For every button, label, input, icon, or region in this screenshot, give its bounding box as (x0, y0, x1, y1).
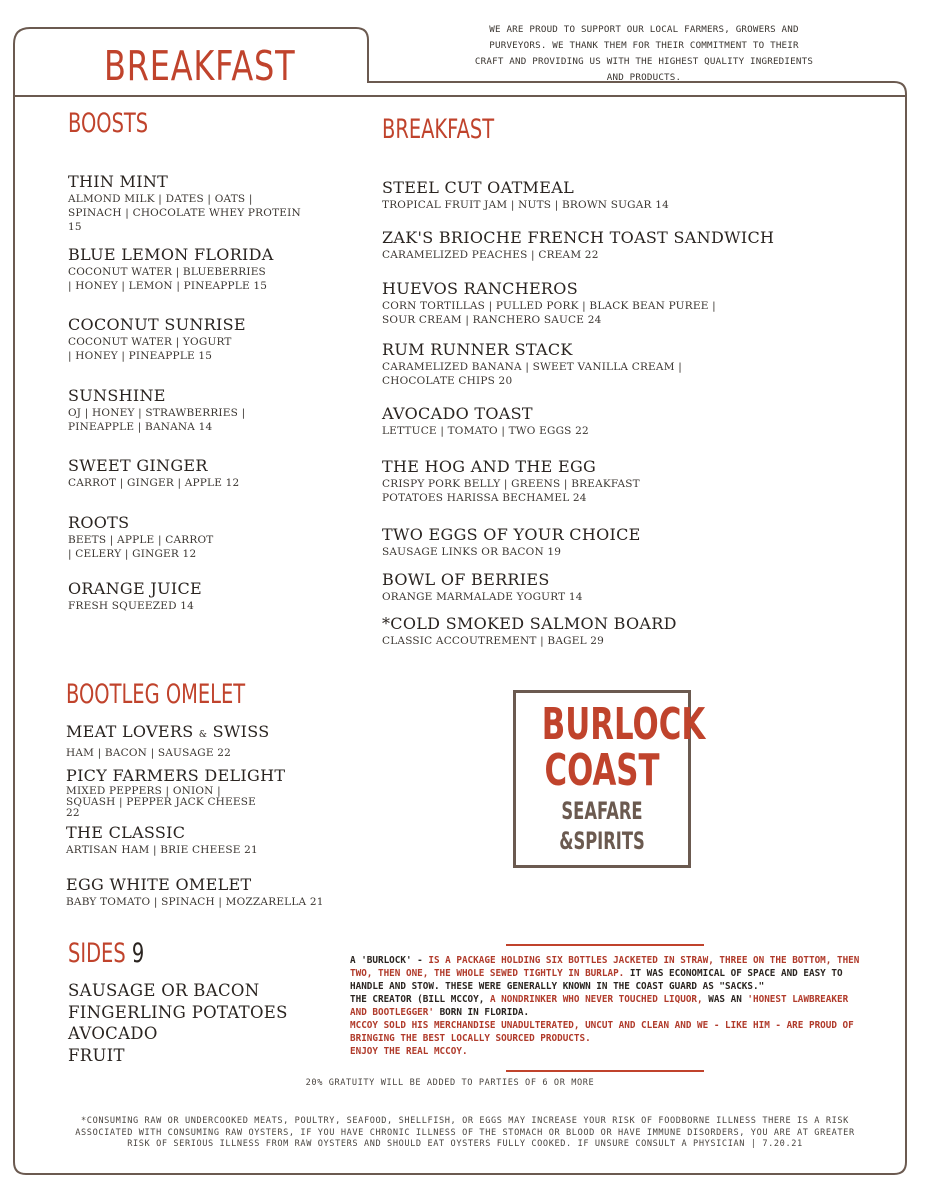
page-title: BREAKFAST (104, 42, 296, 90)
item-name: BOWL OF BERRIES (382, 570, 550, 589)
item-name: ORANGE JUICE (68, 579, 203, 598)
item-desc: ORANGE MARMALADE YOGURT 14 (382, 591, 583, 603)
item-name: THIN MINT (68, 172, 169, 191)
menu-item (68, 315, 246, 363)
side-item: SAUSAGE OR BACON (68, 981, 260, 1000)
menu-item (68, 172, 308, 234)
item-name: HUEVOS RANCHEROS (382, 279, 578, 298)
menu-item (382, 178, 762, 212)
item-name: SWEET GINGER (68, 456, 208, 475)
item-name: COCONUT SUNRISE (68, 315, 246, 334)
menu-item (382, 614, 742, 648)
item-desc: OJ | HONEY | STRAWBERRIES | PINEAPPLE | BANANA 14 (68, 407, 246, 433)
item-name: MEAT LOVERS & SWISS (66, 722, 270, 741)
omelet-heading: BOOTLEG OMELET (66, 679, 246, 710)
menu-item (68, 579, 308, 613)
item-name: *COLD SMOKED SALMON BOARD (382, 614, 677, 633)
item-name: THE HOG AND THE EGG (382, 457, 597, 476)
item-desc: CARAMELIZED BANANA | SWEET VANILLA CREAM | CHOCOLATE CHIPS 20 (382, 361, 682, 387)
gratuity-note: 20% GRATUITY WILL BE ADDED TO PARTIES OF 6 OR MORE (305, 1078, 595, 1088)
item-name: SUNSHINE (68, 386, 166, 405)
support-statement: WE ARE PROUD TO SUPPORT OUR LOCAL FARMERS, GROWERS AND PURVEYORS. WE THANK THEM FOR THEIR COMMITMENT TO THEIR CRAFT AND PROVIDING US WITH THE HIGHEST QUALITY INGREDIENTS AND PRODUCTS. (474, 24, 814, 83)
burlock-coast-logo: BURLOCK COAST SEAFARE &SPIRITS (513, 690, 691, 868)
item-desc: CARROT | GINGER | APPLE 12 (68, 477, 240, 489)
item-name: PICY FARMERS DELIGHT (66, 766, 286, 785)
menu-item (66, 875, 346, 909)
item-desc: COCONUT WATER | YOGURT | HONEY | PINEAPPLE 15 (68, 336, 232, 362)
item-desc: TROPICAL FRUIT JAM | NUTS | BROWN SUGAR 14 (382, 199, 669, 211)
story-top-rule (506, 944, 704, 946)
menu-item (382, 525, 742, 559)
menu-item (68, 386, 248, 434)
menu-item (382, 404, 742, 438)
item-name: ZAK'S BRIOCHE FRENCH TOAST SANDWICH (382, 228, 775, 247)
menu-item (68, 456, 308, 490)
item-desc: CLASSIC ACCOUTREMENT | BAGEL 29 (382, 635, 605, 647)
item-desc: COCONUT WATER | BLUEBERRIES | HONEY | LEMON | PINEAPPLE 15 (68, 266, 268, 292)
item-desc: BABY TOMATO | SPINACH | MOZZARELLA 21 (66, 896, 324, 908)
item-desc: CARAMELIZED PEACHES | CREAM 22 (382, 249, 599, 261)
item-name: AVOCADO TOAST (382, 404, 533, 423)
menu-item (382, 570, 742, 604)
boosts-heading: BOOSTS (68, 108, 149, 139)
item-desc: MIXED PEPPERS | ONION | SQUASH | PEPPER JACK CHEESE 22 (66, 785, 257, 819)
item-desc: BEETS | APPLE | CARROT | CELERY | GINGER 12 (68, 534, 214, 560)
item-desc: SAUSAGE LINKS OR BACON 19 (382, 546, 562, 558)
item-desc: ALMOND MILK | DATES | OATS | SPINACH | CHOCOLATE WHEY PROTEIN 15 (68, 193, 301, 233)
menu-item (382, 228, 775, 262)
burlock-story: A 'BURLOCK' - IS A PACKAGE HOLDING SIX BOTTLES JACKETED IN STRAW, THREE ON THE BOTTOM, THEN TWO, THEN ONE, THE WHOLE SEWED TIGHTLY IN BURLAP. IT WAS ECONOMICAL OF SPACE AND EASY TO HANDLE AND STOW. THESE WERE GENERALLY KNOWN IN THE COAST GUARD AS "SACKS." THE CREATOR (BILL MCCOY, A NONDRINKER WHO NEVER TOUCHED LIQUOR, WAS AN 'HONEST LAWBREAKER AND BOOTLEGGER' BORN IN FLORIDA. MCCOY SOLD HIS MERCHANDISE UNADULTERATED, UNCUT AND CLEAN AND WE - LIKE HIM - ARE PROUD OF BRINGING THE BEST LOCALLY SOURCED PRODUCTS. ENJOY THE REAL MCCOY. (350, 955, 860, 1057)
menu-item (382, 279, 727, 327)
item-name: THE CLASSIC (66, 823, 186, 842)
item-desc: CRISPY PORK BELLY | GREENS | BREAKFAST POTATOES HARISSA BECHAMEL 24 (382, 478, 640, 504)
item-desc: ARTISAN HAM | BRIE CHEESE 21 (66, 844, 258, 856)
item-desc: LETTUCE | TOMATO | TWO EGGS 22 (382, 425, 589, 437)
menu-item (68, 513, 218, 561)
item-name: TWO EGGS OF YOUR CHOICE (382, 525, 641, 544)
sides-list (68, 980, 288, 1066)
menu-item (66, 766, 286, 819)
menu-item (68, 245, 274, 293)
menu-item (66, 823, 326, 857)
item-desc: HAM | BACON | SAUSAGE 22 (66, 747, 231, 759)
menu-item (382, 457, 702, 505)
item-name: ROOTS (68, 513, 130, 532)
sides-heading: SIDES 9 (68, 938, 145, 969)
item-name: BLUE LEMON FLORIDA (68, 245, 274, 264)
side-item: FINGERLING POTATOES (68, 1002, 288, 1022)
story-bottom-rule (506, 1070, 704, 1072)
side-item: FRUIT (68, 1045, 125, 1065)
item-desc: CORN TORTILLAS | PULLED PORK | BLACK BEAN PUREE | SOUR CREAM | RANCHERO SAUCE 24 (382, 300, 716, 326)
sides-price: 9 (131, 938, 145, 969)
item-name: RUM RUNNER STACK (382, 340, 573, 359)
item-name: EGG WHITE OMELET (66, 875, 252, 894)
menu-item (66, 722, 326, 760)
menu-item (382, 340, 742, 388)
raw-food-disclaimer: *CONSUMING RAW OR UNDERCOOKED MEATS, POULTRY, SEAFOOD, SHELLFISH, OR EGGS MAY INCREASE YOUR RISK OF FOODBORNE ILLNESS THERE IS A RISK ASSOCIATED WITH CONSUMING RAW OYSTERS, IF YOU HAVE CHRONIC ILLNESS OF THE STOMACH OR BLOOD OR HAVE IMMUNE DISORDERS, YOU ARE AT GREATER RISK OF SERIOUS ILLNESS FROM RAW OYSTERS AND SHOULD EAT OYSTERS FULLY COOKED. IF UNSURE CONSULT A PHYSICIAN | 7.20.21 (75, 1116, 855, 1149)
breakfast-heading: BREAKFAST (382, 114, 495, 145)
item-name: STEEL CUT OATMEAL (382, 178, 574, 197)
side-item: AVOCADO (68, 1024, 158, 1043)
item-desc: FRESH SQUEEZED 14 (68, 600, 195, 612)
